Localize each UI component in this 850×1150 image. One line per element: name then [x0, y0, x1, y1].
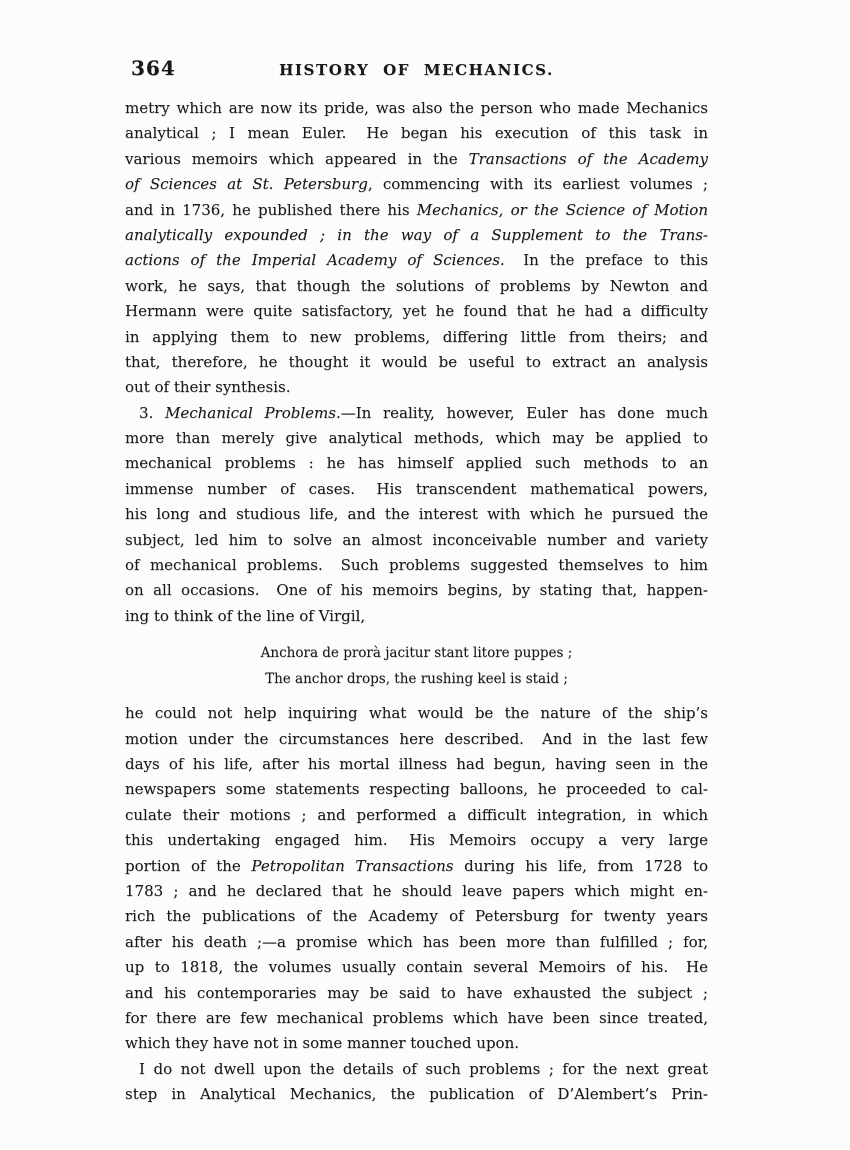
running-header: HISTORY OF MECHANICS.	[279, 61, 554, 79]
text-line: mechanical problems : he has himself applied such methods to an	[125, 454, 708, 473]
text-line: step in Analytical Mechanics, the publication of D’Alembert’s Prin-	[125, 1085, 708, 1104]
text-line: metry which are now its pride, was also the person who made Mechanics	[125, 99, 708, 117]
text-line: he could not help inquiring what would be the nature of the ship’s	[125, 704, 708, 723]
text-line: days of his life, after his mortal illness had begun, having seen in the	[125, 754, 708, 773]
quote-line: Anchora de prorà jacitur stant litore puppes ;	[260, 645, 573, 662]
text-line: which they have not in some manner touched upon.	[125, 1034, 520, 1053]
text-line: this undertaking engaged him. His Memoirs occupy a very large	[125, 831, 708, 850]
text-line: analytical ; I mean Euler. He began his execution of this task in	[125, 124, 708, 143]
verse-quote	[125, 640, 708, 692]
page-number: 364	[131, 56, 176, 80]
text-line: various memoirs which appeared in the Transactions of the Academy	[125, 149, 708, 168]
page-body	[125, 96, 708, 1107]
text-line: motion under the circumstances here described. And in the last few	[125, 729, 708, 748]
text-line: his long and studious life, and the interest with which he pursued the	[125, 505, 708, 524]
text-line: up to 1818, the volumes usually contain several Memoirs of his. He	[125, 958, 708, 977]
paragraph	[125, 1057, 708, 1108]
paragraph	[125, 701, 708, 1056]
text-line: culate their motions ; and performed a difficult integration, in which	[125, 805, 708, 824]
text-line: of Sciences at St. Petersburg, commencing with its earliest volumes ;	[125, 175, 708, 194]
text-line: analytically expounded ; in the way of a Supplement to the Trans-	[125, 225, 708, 244]
text-line: ing to think of the line of Virgil,	[125, 606, 366, 625]
text-line: and in 1736, he published there his Mechanics, or the Science of Motion	[125, 200, 708, 219]
text-line: actions of the Imperial Academy of Sciences. In the preface to this	[125, 251, 708, 270]
paragraph	[125, 401, 708, 630]
text-line: immense number of cases. His transcendent mathematical powers,	[125, 479, 708, 498]
text-line: out of their synthesis.	[125, 378, 291, 397]
text-line: of mechanical problems. Such problems suggested themselves to him	[125, 556, 708, 575]
text-line: rich the publications of the Academy of Petersburg for twenty years	[125, 907, 708, 926]
text-line: Hermann were quite satisfactory, yet he found that he had a difficulty	[125, 302, 708, 321]
text-line: newspapers some statements respecting balloons, he proceeded to cal-	[125, 780, 708, 799]
text-line: in applying them to new problems, differing little from theirs; and	[125, 327, 708, 346]
text-line: 1783 ; and he declared that he should leave papers which might en-	[125, 881, 708, 900]
text-line: 3. Mechanical Problems.—In reality, however, Euler has done much	[139, 403, 708, 422]
text-line: subject, led him to solve an almost inconceivable number and variety	[125, 530, 708, 549]
text-line: more than merely give analytical methods, which may be applied to	[125, 429, 708, 448]
quote-line: The anchor drops, the rushing keel is staid ;	[265, 671, 568, 688]
text-line: after his death ;—a promise which has been more than fulfilled ; for,	[125, 932, 708, 951]
text-line: work, he says, that though the solutions of problems by Newton and	[125, 276, 708, 295]
text-line: on all occasions. One of his memoirs begins, by stating that, happen-	[125, 581, 708, 600]
text-line: that, therefore, he thought it would be useful to extract an analysis	[125, 352, 708, 371]
text-line: I do not dwell upon the details of such problems ; for the next great	[139, 1059, 708, 1078]
text-line: and his contemporaries may be said to have exhausted the subject ;	[125, 983, 708, 1002]
text-line: portion of the Petropolitan Transactions during his life, from 1728 to	[125, 856, 708, 875]
text-line: for there are few mechanical problems which have been since treated,	[125, 1008, 708, 1027]
paragraph	[125, 96, 708, 401]
